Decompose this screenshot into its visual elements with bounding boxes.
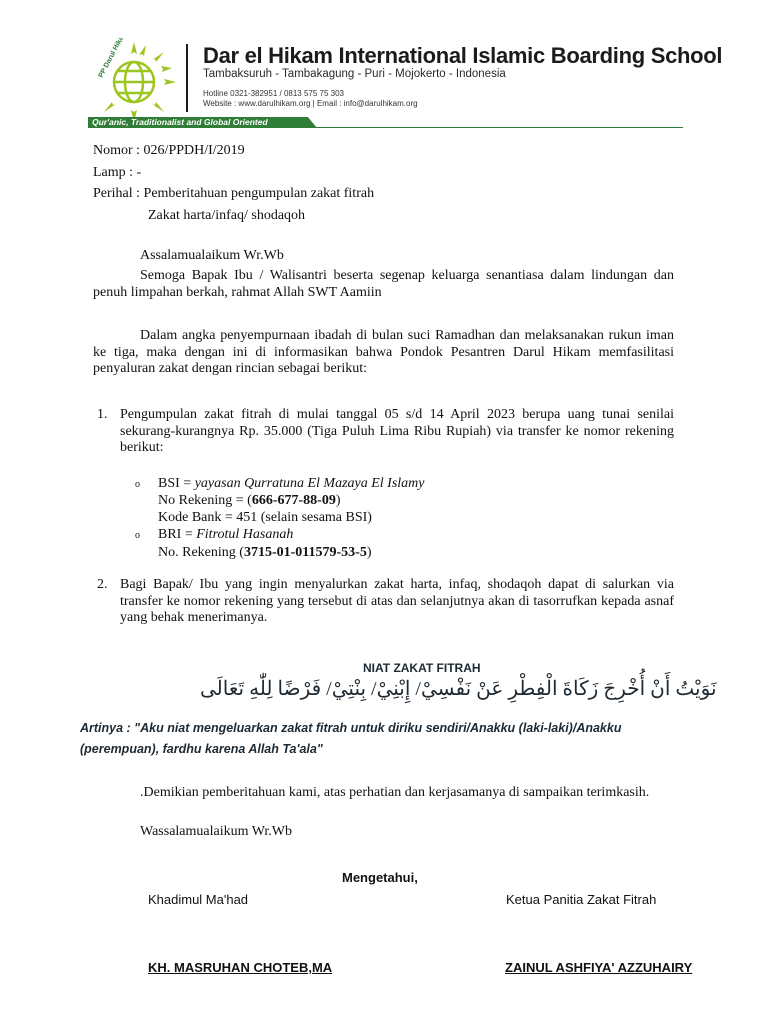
signatory-left-title: Khadimul Ma'had: [148, 892, 249, 907]
greeting: Assalamualaikum Wr.Wb: [140, 248, 284, 263]
school-name: Dar el Hikam International Islamic Boarding School: [203, 43, 723, 68]
letter-subject-cont: Zakat harta/infaq/ shodaqoh: [148, 208, 306, 223]
tagline: Qur'anic, Traditionalist and Global Oriented: [92, 117, 268, 127]
paragraph-opening: Semoga Bapak Ibu / Walisantri beserta segenap keluarga senantiasa dalam lindungan dan penuh limpahan berkah, rahmat Allah SWT Aamiin: [93, 268, 674, 300]
bank-bri: BRI = Fitrotul Hasanah: [158, 527, 294, 542]
paragraph-intro: Dalam angka penyempurnaan ibadah di bulan suci Ramadhan dan melaksanakan rukun iman ke tiga, maka dengan ini di informasikan bahwa Pondok Pesantren Darul Hikam memfasilitasi penyaluran zakat dengan rincian sebagai berikut:: [93, 328, 674, 376]
paragraph-closing: .Demikian pemberitahuan kami, atas perhatian dan kerjasamanya di sampaikan terimkasih.: [140, 785, 650, 800]
bullet-bri: o: [135, 530, 140, 541]
bsi-account-name: yayasan Qurratuna El Mazaya El Islamy: [194, 476, 425, 491]
list-number-1: 1.: [97, 407, 108, 422]
signatory-right-title: Ketua Panitia Zakat Fitrah: [506, 892, 657, 907]
logo-text: PP Darul Hikam: [97, 38, 129, 79]
school-address: Tambaksuruh - Tambakagung - Puri - Mojokerto - Indonesia: [203, 68, 506, 80]
bank-bsi: BSI = yayasan Qurratuna El Mazaya El Islamy: [158, 476, 425, 491]
niat-translation: Artinya : "Aku niat mengeluarkan zakat fitrah untuk diriku sendiri/Anakku (laki-laki)/Anakku (perempuan), fardhu karena Allah Ta'ala": [80, 721, 622, 756]
signatory-left-name: KH. MASRUHAN CHOTEB,MA: [148, 960, 333, 975]
niat-arabic-text: نَوَيْتُ أَنْ أُخْرِجَ زَكَاةَ الْفِطْرِ عَنْ نَفْسِيْ/ إِبْنِيْ/ بِنْتِيْ/ فَرْضًا لِلّٰهِ تَعَالَى: [200, 678, 717, 700]
bri-account-number: No. Rekening (3715-01-011579-53-5): [158, 545, 372, 560]
school-hotline: Hotline 0321-382951 / 0813 575 75 303: [203, 89, 345, 98]
list-item-zakat-harta: Bagi Bapak/ Ibu yang ingin menyalurkan zakat harta, infaq, shodaqoh dapat di salurkan via transfer ke nomor rekening yang tersebut di atas dan selanjutnya akan di tasorrufkan kepada asnaf yang behak menerimanya.: [120, 577, 674, 625]
bsi-bank-code: Kode Bank = 451 (selain sesama BSI): [158, 510, 372, 525]
header-divider: [186, 44, 188, 112]
bri-account-name: Fitrotul Hasanah: [196, 527, 294, 542]
list-number-2: 2.: [97, 577, 108, 592]
farewell: Wassalamualaikum Wr.Wb: [140, 824, 293, 839]
letter-number: Nomor : 026/PPDH/I/2019: [93, 143, 245, 158]
niat-title: NIAT ZAKAT FITRAH: [363, 661, 481, 675]
school-logo: [88, 38, 180, 124]
acknowledged-label: Mengetahui,: [342, 870, 418, 885]
bullet-bsi: o: [135, 479, 140, 490]
school-website: Website : www.darulhikam.org | Email : info@darulhikam.org: [203, 99, 418, 108]
letter-subject: Perihal : Pemberitahuan pengumpulan zakat fitrah: [93, 186, 375, 201]
bsi-account-number: No Rekening = (666-677-88-09): [158, 493, 341, 508]
header-underline: [300, 127, 683, 128]
signatory-right-name: ZAINUL ASHFIYA' AZZUHAIRY: [505, 960, 693, 975]
list-item-zakat-fitrah: Pengumpulan zakat fitrah di mulai tanggal 05 s/d 14 April 2023 berupa uang tunai senilai sekurang-kurangnya Rp. 35.000 (Tiga Puluh Lima Ribu Rupiah) via transfer ke nomor rekening berikut:: [120, 407, 674, 455]
letter-attachment: Lamp : -: [93, 165, 142, 180]
